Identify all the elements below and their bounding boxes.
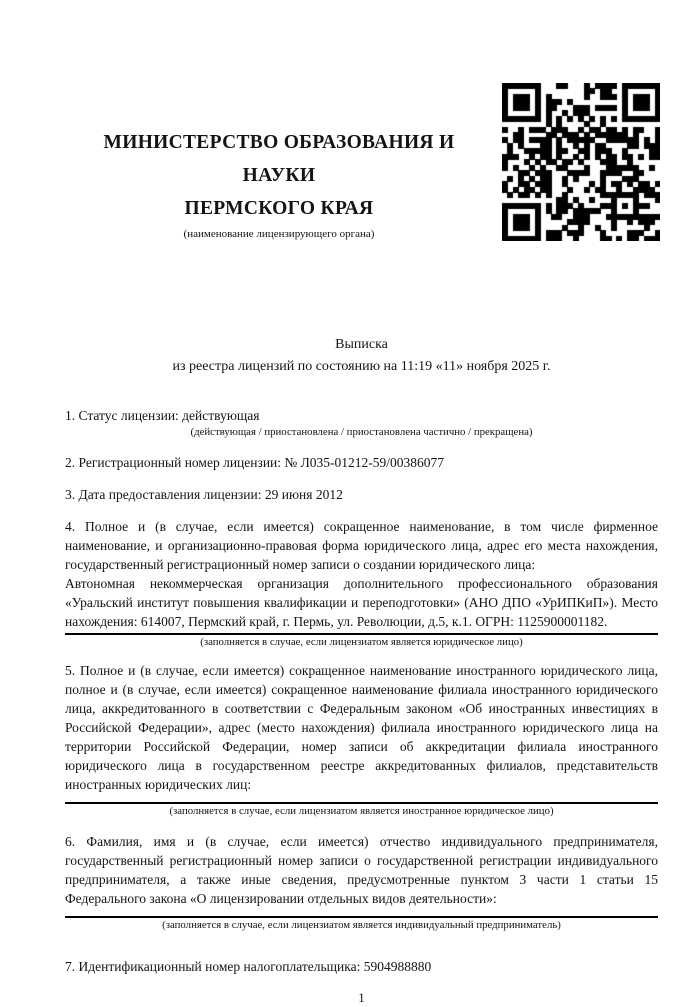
license-item-legal-entity xyxy=(65,517,658,650)
item-text: 5. Полное и (в случае, если имеется) сокращенное наименование иностранного юридического лица, полное и (в случае, если имеется) сокращенное наименование филиала иностранного юридического лица, аккредитованного в соответствии с Федеральным законом «Об иностранных инвестициях в Российской Федерации», адрес (место нахождения) филиала иностранного юридического лица на территории Российской Федерации, номер записи об аккредитации филиала иностранного юридического лица в государственном реестре аккредитованных филиалов, представительств иностранных юридических лиц: xyxy=(65,663,658,792)
item-note: (действующая / приостановлена / приостановлена частично / прекращена) xyxy=(190,426,533,438)
item-text: 1. Статус лицензии: действующая xyxy=(65,408,260,423)
item-note: (заполняется в случае, если лицензиатом является индивидуальный предприниматель) xyxy=(162,919,561,931)
document-title xyxy=(65,334,658,378)
document-title-line1: Выписка xyxy=(335,337,388,352)
license-item-individual-entrepreneur xyxy=(65,832,658,933)
item-note: (заполняется в случае, если лицензиатом является иностранное юридическое лицо) xyxy=(169,805,554,817)
page-number: 1 xyxy=(358,990,365,1005)
item-text: 7. Идентификационный номер налогоплательщика: 5904988880 xyxy=(65,959,432,974)
license-item-registration-number xyxy=(65,453,658,472)
document-title-line2: из реестра лицензий по состоянию на 11:19 «11» ноября 2025 г. xyxy=(172,359,551,374)
item-text: 6. Фамилия, имя и (в случае, если имеется) отчество индивидуального предпринимателя, государственный регистрационный номер записи о государственной регистрации индивидуального предпринимателя, а также иные сведения, предусмотренные пунктом 3 части 1 статьи 15 Федерального закона «О лицензировании отдельных видов деятельности»: xyxy=(65,834,658,906)
license-item-status xyxy=(65,406,658,440)
license-item-taxpayer-number xyxy=(65,957,658,976)
license-item-foreign-entity xyxy=(65,661,658,819)
item-text: 2. Регистрационный номер лицензии: № Л035-01212-59/00386077 xyxy=(65,455,445,470)
item-text: 3. Дата предоставления лицензии: 29 июня 2012 xyxy=(65,487,343,502)
license-item-grant-date xyxy=(65,485,658,504)
issuing-authority-name-line1: МИНИСТЕРСТВО ОБРАЗОВАНИЯ И НАУКИ xyxy=(103,132,455,186)
issuing-authority-caption: (наименование лицензирующего органа) xyxy=(183,228,375,240)
item-value: Автономная некоммерческая организация дополнительного профессионального образования «Уральский институт повышения квалификации и переподготовки» (АНО ДПО «УрИПКиП»). Место нахождения: 614007, Пермский край, г. Пермь, ул. Революции, д.5, к.1. ОГРН: 1125900001182. xyxy=(65,576,658,629)
item-note: (заполняется в случае, если лицензиатом является юридическое лицо) xyxy=(200,636,523,648)
item-text: 4. Полное и (в случае, если имеется) сокращенное наименование, в том числе фирменное наименование, и организационно-правовая форма юридического лица, адрес его места нахождения, государственный регистрационный номер записи о создании юридического лица: xyxy=(65,519,658,572)
issuing-authority-name-line2: ПЕРМСКОГО КРАЯ xyxy=(184,198,374,219)
letterhead xyxy=(65,126,493,242)
